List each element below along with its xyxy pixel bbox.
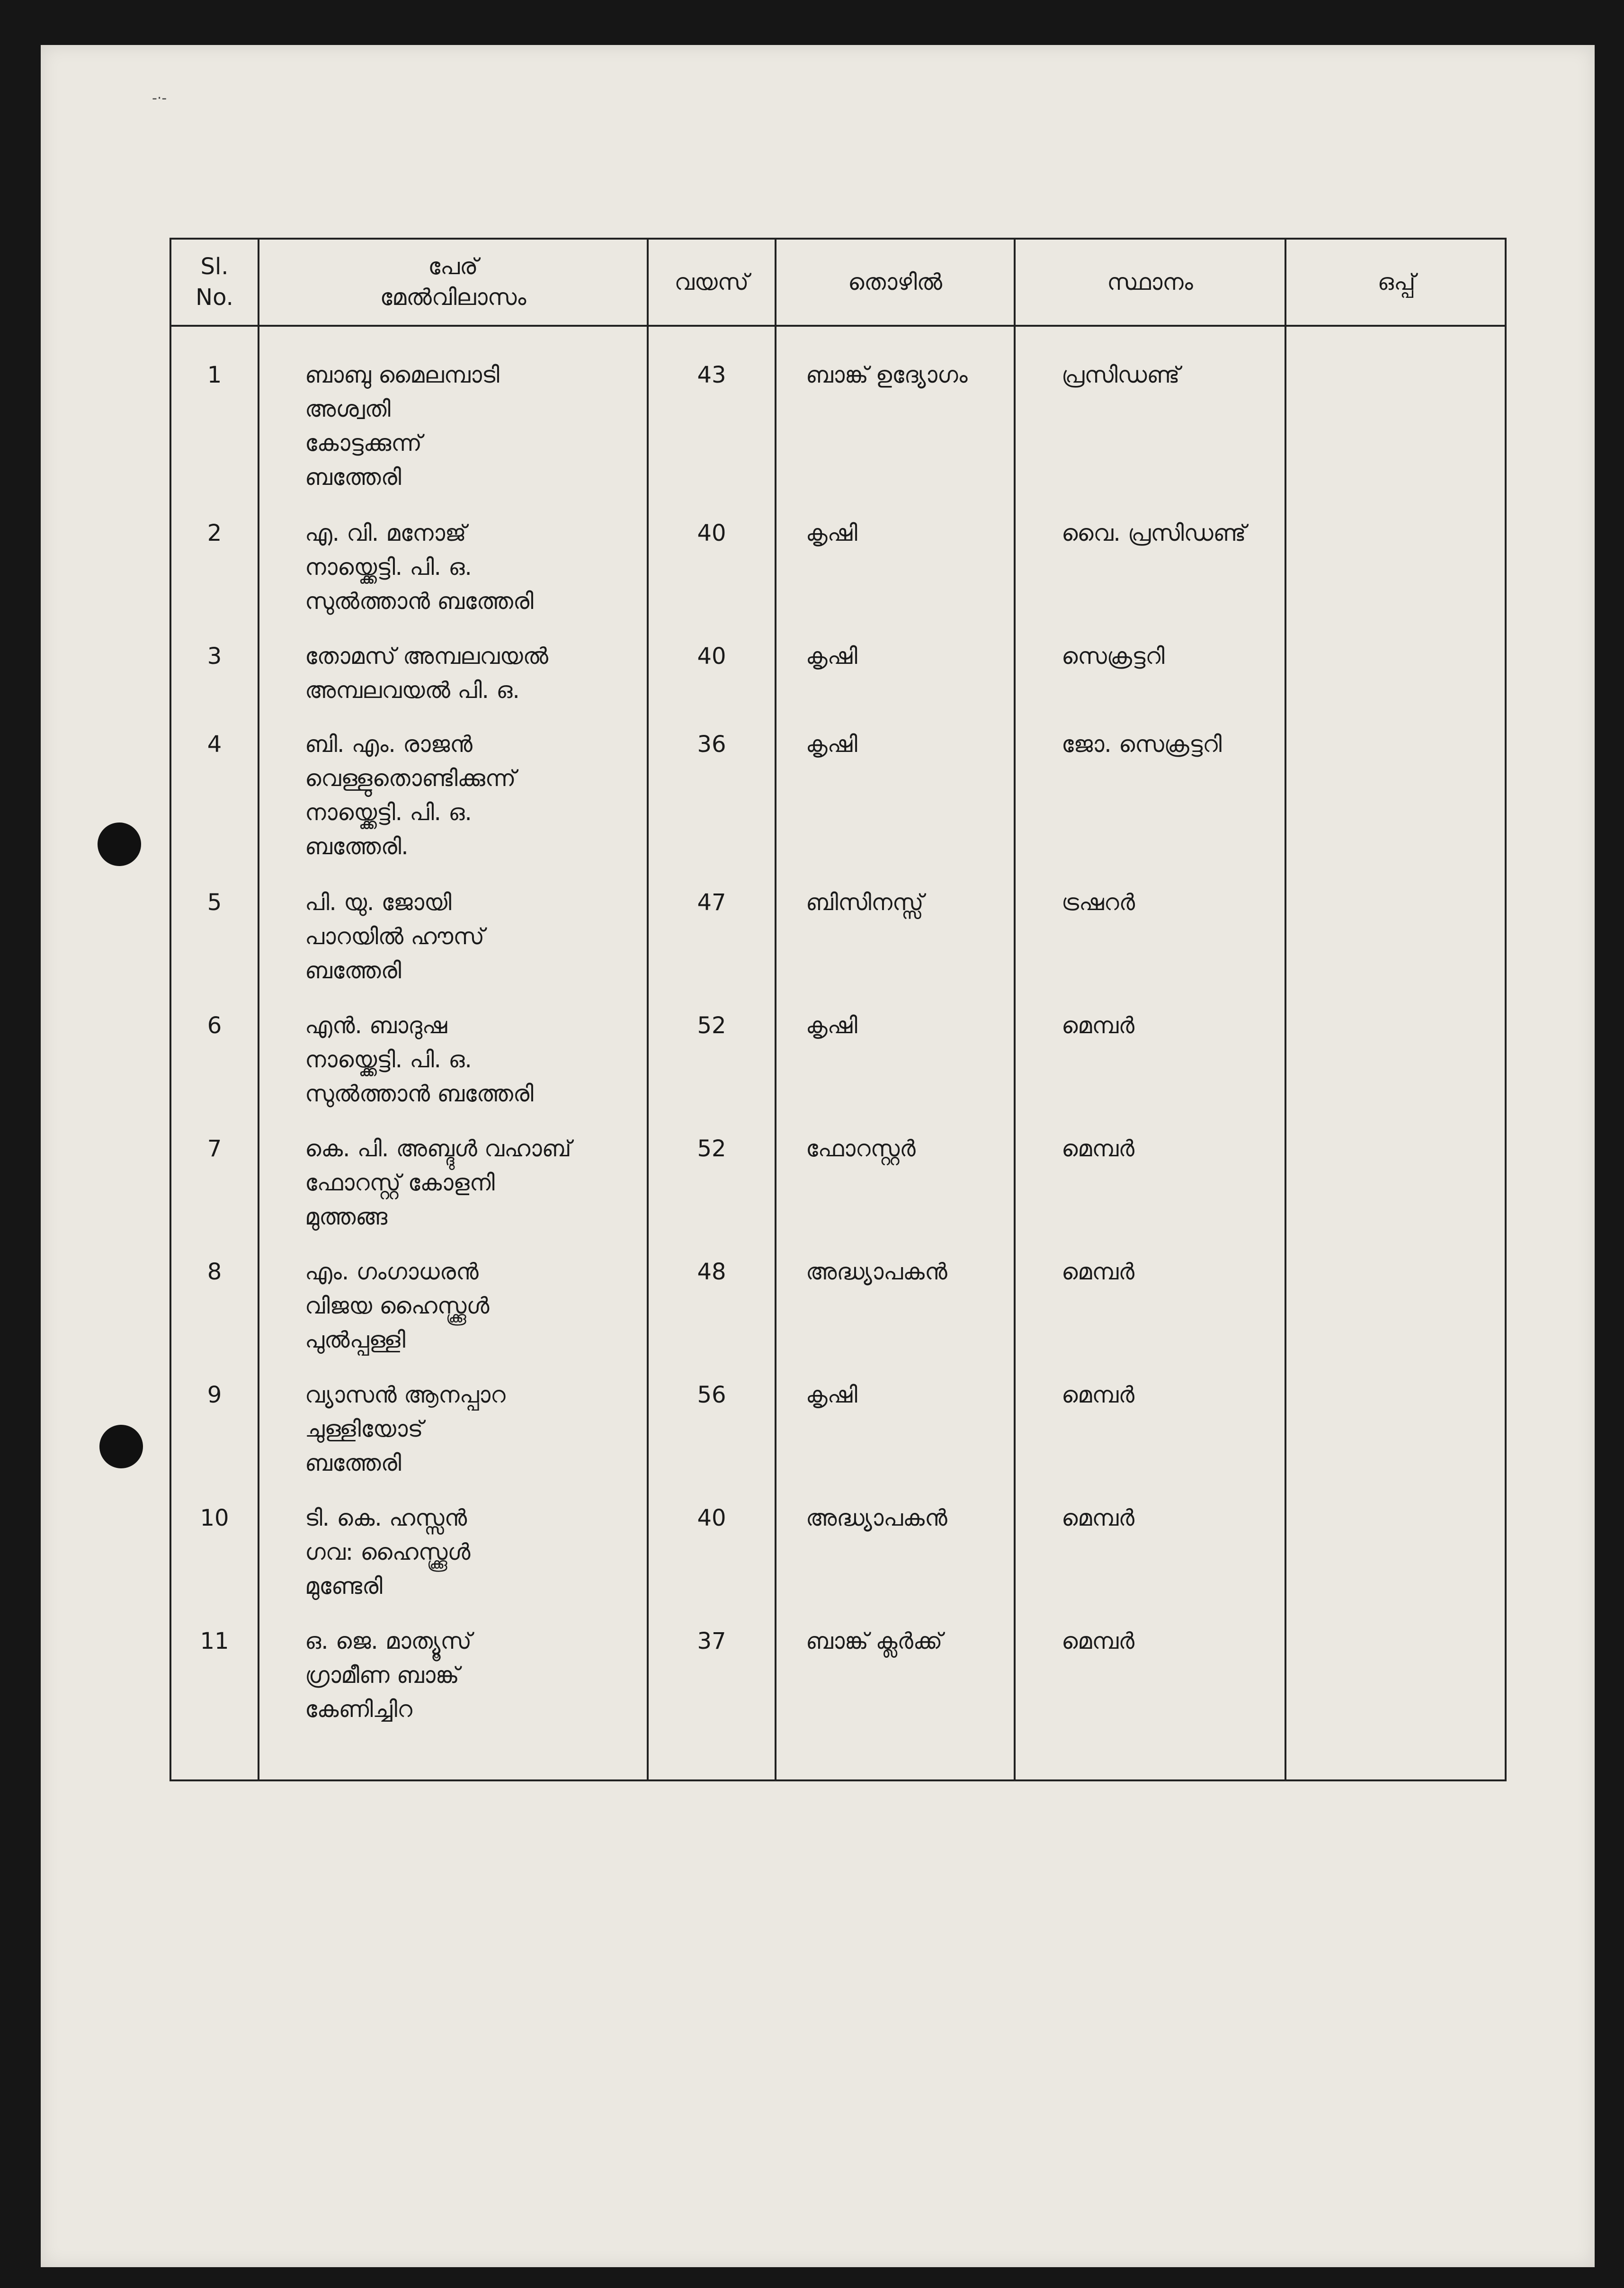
header-occupation: തൊഴിൽ [848,268,942,295]
row-2-age: 40 [697,520,726,546]
row-3-occupation: കൃഷി [806,643,857,670]
row-4-position: ജോ. സെക്രട്ടറി [1062,731,1222,758]
header-position: സ്ഥാനം [1107,268,1193,295]
row-11-occupation: ബാങ്ക് ക്ലർക്ക് [806,1628,943,1654]
row-5-age: 47 [697,889,726,916]
row-1-sl: 1 [207,362,222,388]
row-4-occupation: കൃഷി [806,731,857,758]
row-4-name: ബി. എം. രാജൻ വെള്ളുതൊണ്ടിക്കുന്ന് നായ്ക്കെട്ടി. പി. ഒ. ബത്തേരി. [305,731,516,860]
row-8-occupation: അദ്ധ്യാപകൻ [806,1259,947,1285]
row-3-sl: 3 [207,643,222,670]
row-7-position: മെമ്പർ [1062,1135,1134,1162]
row-2-name: എ. വി. മനോജ് നായ്ക്കെട്ടി. പി. ഒ. സുൽത്താൻ ബത്തേരി [305,520,534,615]
row-10-age: 40 [697,1505,726,1531]
row-3-name: തോമസ് അമ്പലവയൽ അമ്പലവയൽ പി. ഒ. [305,643,548,704]
row-3-age: 40 [697,643,726,670]
row-1-occupation: ബാങ്ക് ഉദ്യോഗം [806,362,968,388]
header-sl-no: Sl. No. [196,253,233,311]
row-11-age: 37 [697,1628,726,1654]
punch-hole-top [98,822,141,866]
row-11-sl: 11 [200,1628,229,1654]
header-divider [171,325,1505,327]
row-6-occupation: കൃഷി [806,1012,857,1039]
row-6-name: എൻ. ബാദുഷ നായ്ക്കെട്ടി. പി. ഒ. സുൽത്താൻ ബത്തേരി [305,1012,534,1107]
header-age: വയസ് [674,268,749,295]
row-9-age: 56 [697,1382,726,1408]
row-9-name: വ്യാസൻ ആനപ്പാറ ചുള്ളിയോട് ബത്തേരി [305,1382,506,1476]
row-11-name: ഒ. ജെ. മാത്യൂസ് ഗ്രാമീണ ബാങ്ക് കേണിച്ചിറ [305,1628,472,1723]
row-7-age: 52 [697,1135,726,1162]
row-7-name: കെ. പി. അബ്ദുൾ വഹാബ് ഫോറസ്റ്റ് കോളനി മുത്തങ്ങ [305,1135,571,1230]
row-2-occupation: കൃഷി [806,520,857,546]
row-7-occupation: ഫോറസ്റ്റർ [806,1135,916,1162]
row-6-age: 52 [697,1012,726,1039]
row-8-position: മെമ്പർ [1062,1259,1134,1285]
row-10-name: ടി. കെ. ഹസ്സൻ ഗവ: ഹൈസ്ക്കൂൾ മുണ്ടേരി [305,1505,471,1600]
members-table [170,238,1507,1781]
row-4-age: 36 [697,731,726,758]
header-signature: ഒപ്പ് [1377,268,1416,295]
row-1-name: ബാബു മൈലമ്പാടി അശ്വതി കോട്ടക്കുന്ന് ബത്തേരി [305,362,500,491]
row-9-sl: 9 [207,1382,222,1408]
row-4-sl: 4 [207,731,222,758]
row-9-position: മെമ്പർ [1062,1382,1134,1408]
row-1-position: പ്രസിഡണ്ട് [1062,362,1180,388]
row-8-name: എം. ഗംഗാധരൻ വിജയ ഹൈസ്ക്കൂൾ പുൽപ്പള്ളി [305,1259,490,1353]
row-6-sl: 6 [207,1012,222,1039]
row-10-sl: 10 [200,1505,229,1531]
row-1-age: 43 [697,362,726,388]
punch-hole-bottom [99,1425,143,1468]
row-8-sl: 8 [207,1259,222,1285]
row-5-occupation: ബിസിനസ്സ് [806,889,924,916]
row-2-position: വൈ. പ്രസിഡണ്ട് [1062,520,1246,546]
row-7-sl: 7 [207,1135,222,1162]
row-11-position: മെമ്പർ [1062,1628,1134,1654]
row-10-occupation: അദ്ധ്യാപകൻ [806,1505,947,1531]
row-10-position: മെമ്പർ [1062,1505,1134,1531]
paper-mark: -·- [152,90,167,107]
row-5-position: ട്രഷറർ [1062,889,1135,916]
row-5-name: പി. യു. ജോയി പാറയിൽ ഹൗസ് ബത്തേരി [305,889,485,984]
row-6-position: മെമ്പർ [1062,1012,1134,1039]
header-name-address: പേര് മേൽവിലാസം [380,253,526,311]
row-9-occupation: കൃഷി [806,1382,857,1408]
row-5-sl: 5 [207,889,222,916]
row-3-position: സെക്രട്ടറി [1062,643,1165,670]
row-8-age: 48 [697,1259,726,1285]
row-2-sl: 2 [207,520,222,546]
